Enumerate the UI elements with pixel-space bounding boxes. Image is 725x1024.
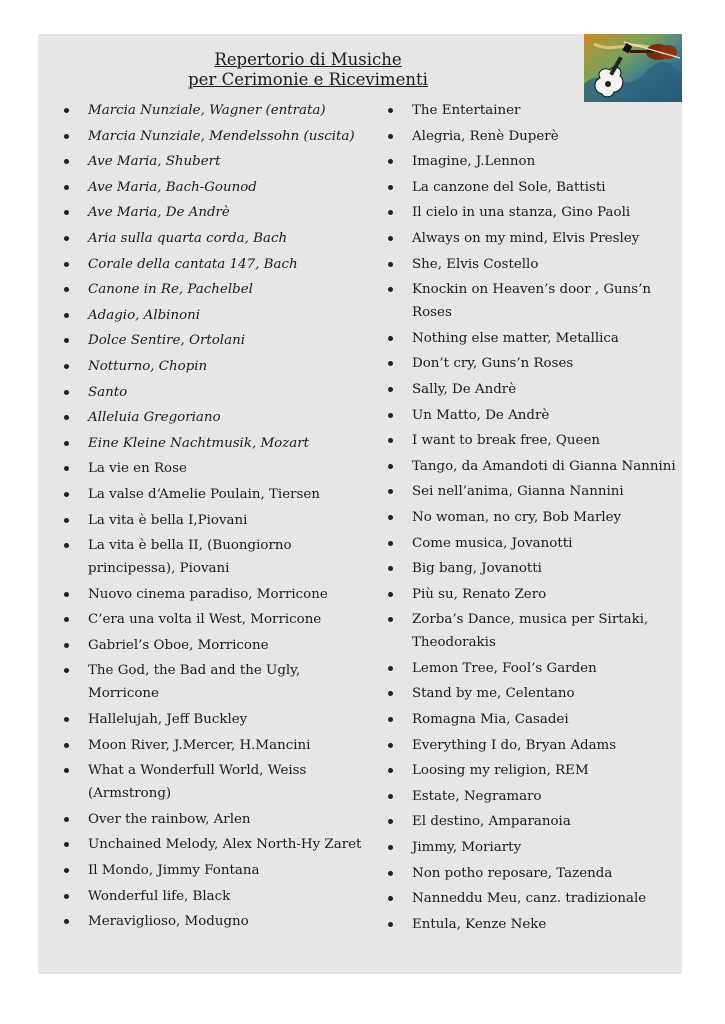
title-line-1: Repertorio di Musiche [214,50,402,69]
bullet-icon [64,134,69,139]
song-title: Il Mondo, Jimmy Fontana [88,863,260,879]
list-item [386,608,682,654]
song-title: Meraviglioso, Modugno [88,914,249,930]
song-title: La canzone del Sole, Battisti [412,179,606,195]
list-item [386,657,682,680]
list-item [386,404,682,427]
song-title: Everything I do, Bryan Adams [412,737,617,753]
list-item [62,634,362,657]
bullet-icon [388,794,393,799]
song-title: Alleluia Gregoriano [88,410,221,426]
list-item [386,583,682,606]
song-title: Nuovo cinema paradiso, Morricone [88,586,328,602]
list-item [386,506,682,529]
bullet-icon [64,919,69,924]
song-title: I want to break free, Queen [412,433,600,449]
bullet-icon [388,236,393,241]
song-title: No woman, no cry, Bob Marley [412,509,622,525]
song-title: La vita è bella I,Piovani [88,512,248,528]
list-item [62,759,362,805]
song-title: Stand by me, Celentano [412,686,575,702]
bullet-icon [64,543,69,548]
list-item [62,355,362,378]
list-item [62,201,362,224]
list-item [62,534,362,580]
bullet-icon [64,108,69,113]
song-title: Notturno, Chopin [88,358,208,374]
bullet-icon [64,868,69,873]
song-title: Knockin on Heaven’s door , Guns’n Roses [412,282,652,321]
song-title: Sally, De Andrè [412,381,517,397]
bullet-icon [388,438,393,443]
bullet-icon [388,691,393,696]
song-title: Don’t cry, Guns’n Roses [412,356,574,372]
list-item [386,836,682,859]
bullet-icon [64,210,69,215]
guitar-violin-painting-icon [584,34,682,102]
bullet-icon [64,364,69,369]
song-title: La vita è bella II, (Buongiorno principessa), Piovani [88,538,292,577]
bullet-icon [388,413,393,418]
song-title: Gabriel’s Oboe, Morricone [88,637,269,653]
title-line-2: per Cerimonie e Ricevimenti [188,70,428,89]
document-page [38,34,682,974]
list-item [62,99,362,122]
repertoire-list-left [62,99,362,936]
song-title: Estate, Negramaro [412,788,542,804]
list-item [62,708,362,731]
song-title: Jimmy, Moriarty [412,840,522,856]
song-title: Loosing my religion, REM [412,763,589,779]
list-item [386,785,682,808]
bullet-icon [64,313,69,318]
repertoire-list-right [386,99,682,938]
list-item [62,150,362,173]
bullet-icon [64,441,69,446]
bullet-icon [388,489,393,494]
song-title: Eine Kleine Nachtmusik, Mozart [88,435,310,451]
song-title: Wonderful life, Black [88,888,231,904]
bullet-icon [388,566,393,571]
page-title [148,50,468,90]
bullet-icon [388,617,393,622]
bullet-icon [388,464,393,469]
list-item [62,483,362,506]
bullet-icon [388,819,393,824]
list-item [386,378,682,401]
bullet-icon [64,262,69,267]
bullet-icon [64,842,69,847]
list-item [62,659,362,705]
list-item [386,176,682,199]
list-item [386,532,682,555]
bullet-icon [388,845,393,850]
bullet-icon [64,894,69,899]
song-title: The God, the Bad and the Ugly, Morricone [88,663,301,702]
list-item [62,381,362,404]
list-item [386,887,682,910]
list-item [62,406,362,429]
list-item [386,278,682,324]
list-item [62,125,362,148]
list-item [62,457,362,480]
list-item [386,201,682,224]
bullet-icon [388,387,393,392]
song-title: Un Matto, De Andrè [412,407,550,423]
song-title: Aria sulla quarta corda, Bach [88,230,288,246]
bullet-icon [64,592,69,597]
song-title: Zorba’s Dance, musica per Sirtaki, Theodorakis [412,612,649,651]
bullet-icon [388,108,393,113]
list-item [386,759,682,782]
list-item [62,910,362,933]
bullet-icon [388,262,393,267]
list-item [386,455,682,478]
bullet-icon [388,210,393,215]
bullet-icon [388,541,393,546]
list-item [386,480,682,503]
song-title: Ave Maria, De Andrè [88,205,230,221]
list-item [386,352,682,375]
bullet-icon [64,466,69,471]
bullet-icon [64,415,69,420]
list-item [386,327,682,350]
song-title: Moon River, J.Mercer, H.Mancini [88,737,311,753]
bullet-icon [388,134,393,139]
list-item [62,253,362,276]
bullet-icon [64,717,69,722]
song-title: Tango, da Amandoti di Gianna Nannini [412,458,676,474]
list-item [386,429,682,452]
bullet-icon [64,817,69,822]
bullet-icon [388,896,393,901]
bullet-icon [388,922,393,927]
song-title: Unchained Melody, Alex North-Hy Zaret [88,837,362,853]
bullet-icon [388,159,393,164]
bullet-icon [388,768,393,773]
song-title: Santo [88,384,128,400]
list-item [62,734,362,757]
bullet-icon [64,159,69,164]
song-title: Adagio, Albinoni [88,307,201,323]
bullet-icon [64,617,69,622]
song-title: Corale della cantata 147, Bach [88,256,298,272]
list-item [62,432,362,455]
song-title: Nanneddu Meu, canz. tradizionale [412,891,647,907]
song-title: Imagine, J.Lennon [412,154,536,170]
list-item [386,253,682,276]
list-item [386,125,682,148]
list-item [386,708,682,731]
list-item [386,682,682,705]
song-title: Dolce Sentire, Ortolani [88,333,245,349]
song-title: Over the rainbow, Arlen [88,811,251,827]
bullet-icon [64,236,69,241]
bullet-icon [388,361,393,366]
bullet-icon [388,717,393,722]
song-title: Alegria, Renè Duperè [412,128,559,144]
bullet-icon [388,592,393,597]
song-title: Big bang, Jovanotti [412,561,542,577]
bullet-icon [64,743,69,748]
list-item [62,808,362,831]
bullet-icon [388,336,393,341]
list-item [62,583,362,606]
song-title: Ave Maria, Shubert [88,154,221,170]
song-title: La vie en Rose [88,461,187,477]
song-title: Always on my mind, Elvis Presley [412,230,640,246]
list-item [386,734,682,757]
bullet-icon [388,515,393,520]
bullet-icon [388,871,393,876]
song-title: La valse d‘Amelie Poulain, Tiersen [88,486,320,502]
song-title: Nothing else matter, Metallica [412,330,619,346]
bullet-icon [64,668,69,673]
song-title: Più su, Renato Zero [412,586,547,602]
list-item [62,176,362,199]
list-item [386,810,682,833]
bullet-icon [388,743,393,748]
bullet-icon [64,287,69,292]
song-title: Marcia Nunziale, Wagner (entrata) [88,103,326,118]
bullet-icon [64,643,69,648]
list-item [62,833,362,856]
song-title: The Entertainer [412,103,521,118]
list-item [62,509,362,532]
song-title: C’era una volta il West, Morricone [88,612,322,628]
bullet-icon [64,390,69,395]
song-title: El destino, Amparanoia [412,814,571,830]
song-title: Marcia Nunziale, Mendelssohn (uscita) [88,128,355,144]
song-title: Ave Maria, Bach-Gounod [88,179,257,195]
song-title: Non potho reposare, Tazenda [412,865,613,881]
bullet-icon [388,287,393,292]
list-item [386,862,682,885]
list-item [386,557,682,580]
list-item [62,608,362,631]
bullet-icon [64,768,69,773]
bullet-icon [64,338,69,343]
song-title: Sei nell’anima, Gianna Nannini [412,484,624,500]
list-item [386,150,682,173]
list-item [62,278,362,301]
bullet-icon [64,185,69,190]
bullet-icon [64,492,69,497]
bullet-icon [64,518,69,523]
song-title: Lemon Tree, Fool’s Garden [412,660,597,676]
song-title: Il cielo in una stanza, Gino Paoli [412,205,631,221]
bullet-icon [388,666,393,671]
song-title: Hallelujah, Jeff Buckley [88,712,248,728]
list-item [386,99,682,122]
song-title: What a Wonderfull World, Weiss (Armstrong) [88,763,307,802]
song-title: She, Elvis Costello [412,256,539,272]
song-title: Come musica, Jovanotti [412,535,573,551]
list-item [386,913,682,936]
list-item [62,304,362,327]
list-item [386,227,682,250]
list-item [62,885,362,908]
list-item [62,859,362,882]
song-title: Entula, Kenze Neke [412,916,547,932]
bullet-icon [388,185,393,190]
song-title: Canone in Re, Pachelbel [88,282,253,298]
list-item [62,227,362,250]
song-title: Romagna Mia, Casadei [412,712,569,728]
list-item [62,329,362,352]
